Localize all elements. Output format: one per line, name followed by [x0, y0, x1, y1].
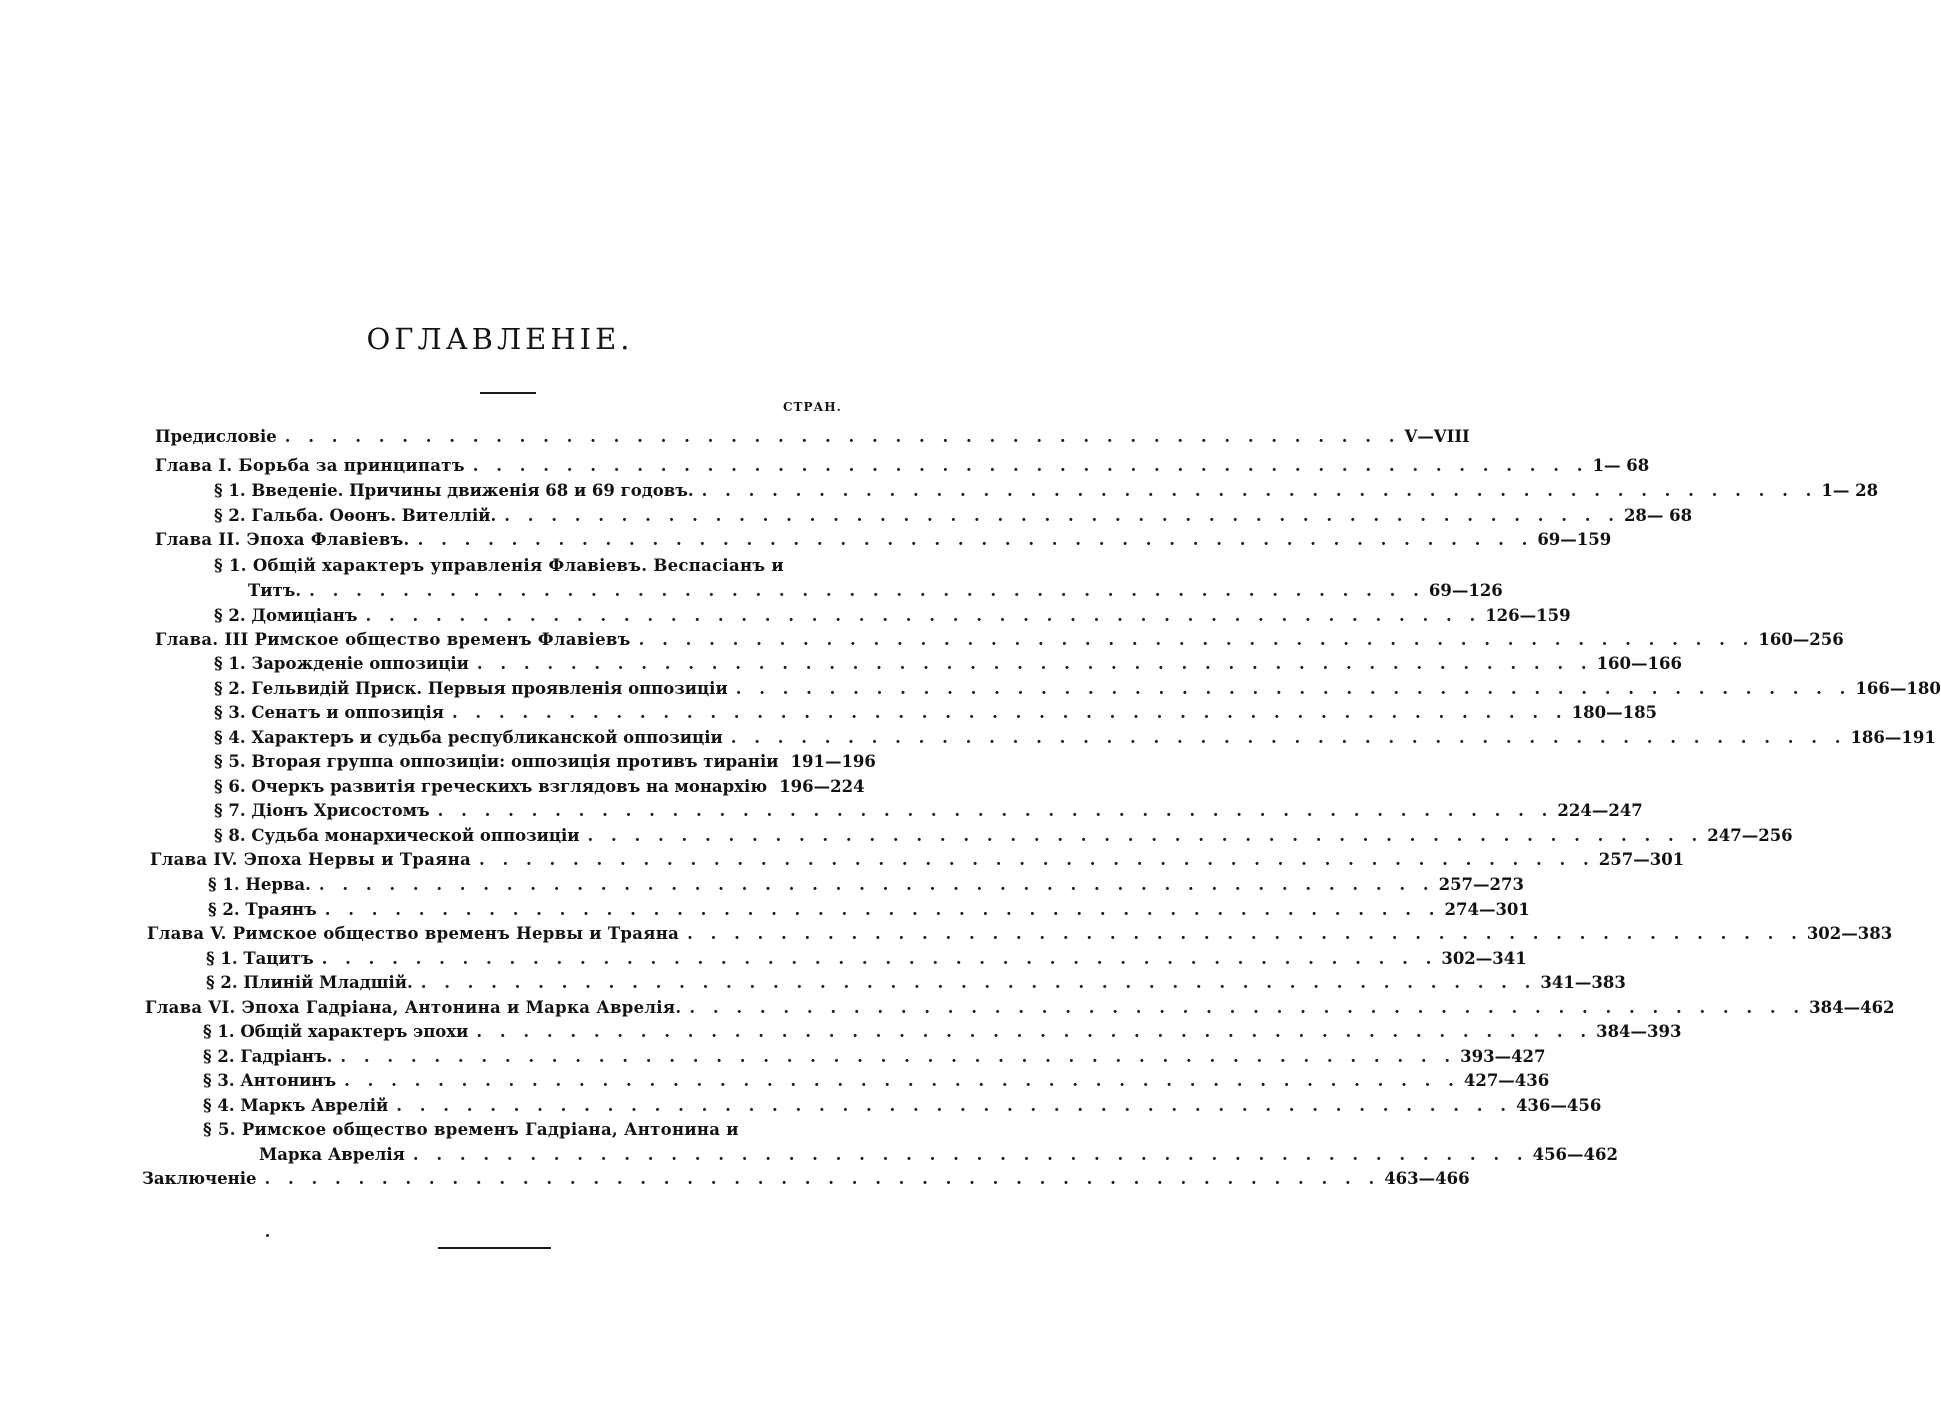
toc-entry-chapter-6	[145, 996, 1895, 1020]
entry-pages: 186—191	[1850, 728, 1936, 747]
entry-title: § 2. Гельвидій Приск. Первыя проявленія оппозиціи	[214, 679, 728, 698]
closing-divider	[438, 1247, 551, 1249]
entry-pages: 456—462	[1532, 1145, 1618, 1164]
dot-leader: . . . . . . . . . . . . . . . . . . . . . . . . . . . . . . . . . . . . . . . . . . . . . . . .	[472, 456, 1589, 475]
toc-entry-section	[214, 701, 1658, 725]
dot-leader: . . . . . . . . . . . . . . . . . . . . . . . . . . . . . . . . . . . . . . . . . . . . . . . .	[284, 427, 1401, 446]
dot-leader: . . . . . . . . . . . . . . . . . . . . . . . . . . . . . . . . . . . . . . . . . . . . . . . .	[701, 481, 1818, 500]
toc-entry-section	[214, 604, 1571, 628]
entry-title: § 2. Гальба. Оѳонъ. Вителлій.	[214, 506, 497, 525]
toc-entry-chapter-1	[155, 454, 1650, 478]
entry-title: § 2. Гадріанъ.	[203, 1047, 333, 1066]
dot-leader: . . . . . . . . . . . . . . . . . . . . . . . . . . . . . . . . . . . . . . . . . . . . . . . .	[309, 581, 1425, 600]
entry-title: § 8. Судьба монархической оппозиціи	[214, 826, 580, 845]
entry-title: § 1. Зарожденіе оппозиціи	[214, 654, 469, 673]
dot-leader: . . . . . . . . . . . . . . . . . . . . . . . . . . . . . . . . . . . . . . . . . . . . . . . .	[476, 1022, 1593, 1041]
toc-entry-section	[214, 652, 1682, 676]
toc-entry-section	[214, 775, 865, 799]
toc-entry-chapter-5	[147, 922, 1893, 946]
dot-leader: . . . . . . . . . . . . . . . . . . . . . . . . . . . . . . . . . . . . . . . . . . . . . . . .	[437, 801, 1554, 820]
dot-leader: . . . . . . . . . . . . . . . . . . . . . . . . . . . . . . . . . . . . . . . . . . . . . . . .	[451, 703, 1568, 722]
toc-entry-chapter-3	[155, 628, 1844, 652]
entry-pages: 28— 68	[1623, 506, 1693, 525]
dot-leader: . . . . . . . . . . . . . . . . . . . . . . . . . . . . . . . . . . . . . . . . . . . . . . . .	[504, 506, 1620, 525]
entry-pages: 69—159	[1537, 530, 1612, 549]
entry-title: § 1. Тацитъ	[206, 949, 314, 968]
dot-leader: . . . . . . . . . . . . . . . . . . . . . . . . . . . . . . . . . . . . . . . . . . . . . . . .	[340, 1047, 1457, 1066]
entry-pages: 160—166	[1596, 654, 1682, 673]
entry-title: Глава VI. Эпоха Гадріана, Антонина и Марка Аврелія.	[145, 998, 682, 1017]
entry-pages: 196—224	[779, 777, 865, 796]
dot-leader: . . . . . . . . . . . . . . . . . . . . . . . . . . . . . . . . . . . . . . . . . . . . . . . .	[420, 973, 1537, 992]
entry-pages: 1— 68	[1592, 456, 1650, 475]
toc-entry-section	[214, 750, 876, 774]
dot-leader: . . . . . . . . . . . . . . . . . . . . . . . . . . . . . . . . . . . . . . . . . . . . . . . .	[318, 875, 1435, 894]
entry-pages: 436—456	[1515, 1096, 1602, 1115]
toc-entry-section	[214, 479, 1879, 503]
dot-leader: . . . . . . . . . . . . . . . . . . . . . . . . . . . . . . . . . . . . . . . . . . . . . . . .	[321, 949, 1438, 968]
toc-entry-section	[203, 1094, 1602, 1118]
dot-leader: . . . . . . . . . . . . . . . . . . . . . . . . . . . . . . . . . . . . . . . . . . . . . . . .	[687, 924, 1803, 943]
dot-leader: . . . . . . . . . . . . . . . . . . . . . . . . . . . . . . . . . . . . . . . . . . . . . . . .	[344, 1071, 1460, 1090]
entry-pages: 274—301	[1444, 900, 1530, 919]
print-speck	[266, 1234, 269, 1237]
entry-pages: 180—185	[1571, 703, 1658, 722]
entry-pages: 166—180	[1855, 679, 1941, 698]
page-column-header: СТРАН.	[783, 400, 842, 414]
dot-leader: . . . . . . . . . . . . . . . . . . . . . . . . . . . . . . . . . . . . . . . . . . . . . . . .	[730, 728, 1847, 747]
entry-title: § 1. Общій характеръ управленія Флавіевъ. Веспасіанъ и	[214, 556, 784, 575]
entry-title: § 4. Маркъ Аврелій	[203, 1096, 389, 1115]
entry-pages: 427—436	[1463, 1071, 1550, 1090]
entry-title: § 1. Введеніе. Причины движенія 68 и 69 годовъ.	[214, 481, 694, 500]
entry-title: Глава IV. Эпоха Нервы и Траяна	[150, 850, 472, 869]
dot-leader: . . . . . . . . . . . . . . . . . . . . . . . . . . . . . . . . . . . . . . . . . . . . . . . .	[479, 850, 1595, 869]
toc-entry-section	[214, 726, 1936, 750]
dot-leader: . . . . . . . . . . . . . . . . . . . . . . . . . . . . . . . . . . . . . . . . . . . . . . . .	[638, 630, 1755, 649]
entry-title: § 3. Антонинъ	[203, 1071, 337, 1090]
entry-pages: 191—196	[790, 752, 876, 771]
dot-leader: . . . . . . . . . . . . . . . . . . . . . . . . . . . . . . . . . . . . . . . . . . . . . . . .	[735, 679, 1852, 698]
entry-title: § 2. Домиціанъ	[214, 606, 358, 625]
dot-leader: . . . . . . . . . . . . . . . . . . . . . . . . . . . . . . . . . . . . . . . . . . . . . . . .	[396, 1096, 1512, 1115]
toc-entry-section	[203, 1020, 1682, 1044]
dot-leader: . . . . . . . . . . . . . . . . . . . . . . . . . . . . . . . . . . . . . . . . . . . . . . . .	[365, 606, 1482, 625]
entry-pages: 384—393	[1596, 1022, 1682, 1041]
entry-title: § 3. Сенатъ и оппозиція	[214, 703, 444, 722]
toc-entry-section	[208, 898, 1530, 922]
dot-leader: . . . . . . . . . . . . . . . . . . . . . . . . . . . . . . . . . . . . . . . . . . . . . . . .	[412, 1145, 1529, 1164]
entry-title: Глава II. Эпоха Флавіевъ.	[155, 530, 410, 549]
toc-entry-section	[208, 873, 1524, 897]
entry-pages: 393—427	[1460, 1047, 1546, 1066]
toc-entry-chapter-2	[155, 528, 1612, 552]
entry-pages: 224—247	[1557, 801, 1643, 820]
toc-entry-conclusion	[142, 1167, 1470, 1191]
toc-entry-section	[206, 947, 1527, 971]
entry-pages: 257—301	[1598, 850, 1685, 869]
toc-entry-section	[214, 824, 1793, 848]
toc-entry-section	[203, 1118, 850, 1142]
toc-entry-section	[203, 1069, 1550, 1093]
entry-pages: 302—383	[1806, 924, 1893, 943]
dot-leader: . . . . . . . . . . . . . . . . . . . . . . . . . . . . . . . . . . . . . . . . . . . . . . . .	[476, 654, 1593, 673]
toc-entry-section	[214, 554, 861, 578]
dot-leader: . . . . . . . . . . . . . . . . . . . . . . . . . . . . . . . . . . . . . . . . . . . . . . . .	[417, 530, 1534, 549]
dot-leader: . . . . . . . . . . . . . . . . . . . . . . . . . . . . . . . . . . . . . . . . . . . . . . . .	[587, 826, 1704, 845]
entry-pages: 160—256	[1758, 630, 1844, 649]
entry-title: Глава I. Борьба за принципатъ	[155, 456, 465, 475]
entry-pages: 384—462	[1809, 998, 1895, 1017]
entry-pages: 341—383	[1540, 973, 1626, 992]
entry-title: § 5. Вторая группа оппозиціи: оппозиція противъ тираніи	[214, 752, 779, 771]
toc-entry-chapter-4	[150, 848, 1685, 872]
entry-title: § 1. Нерва.	[208, 875, 311, 894]
entry-title: Глава. III Римское общество временъ Флавіевъ	[155, 630, 631, 649]
page-title: ОГЛАВЛЕНІЕ.	[366, 322, 634, 356]
entry-pages: 247—256	[1707, 826, 1793, 845]
dot-leader: . . . . . . . . . . . . . . . . . . . . . . . . . . . . . . . . . . . . . . . . . . . . . . . .	[264, 1169, 1381, 1188]
entry-title: § 6. Очеркъ развитія греческихъ взглядовъ на монархію	[214, 777, 768, 796]
entry-title: Глава V. Римское общество временъ Нервы и Траяна	[147, 924, 680, 943]
entry-pages: 1— 28	[1821, 481, 1879, 500]
entry-pages: 69—126	[1428, 581, 1503, 600]
toc-entry-section	[214, 504, 1693, 528]
entry-pages: 257—273	[1438, 875, 1524, 894]
entry-title: § 5. Римское общество временъ Гадріана, Антонина и	[203, 1120, 739, 1139]
dot-leader: . . . . . . . . . . . . . . . . . . . . . . . . . . . . . . . . . . . . . . . . . . . . . . . .	[324, 900, 1441, 919]
toc-entry-section-continuation	[248, 579, 1503, 603]
entry-title: Титъ.	[248, 581, 302, 600]
entry-title: § 2. Траянъ	[208, 900, 317, 919]
toc-entry-section-continuation	[259, 1143, 1618, 1167]
toc-entry-section	[206, 971, 1626, 995]
entry-title: § 2. Плиній Младшій.	[206, 973, 413, 992]
toc-entry-preface	[155, 425, 1470, 449]
entry-pages: 302—341	[1441, 949, 1527, 968]
entry-title: Заключеніе	[142, 1169, 257, 1188]
entry-title: Предисловіе	[155, 427, 277, 446]
toc-entry-section	[203, 1045, 1546, 1069]
entry-title: § 1. Общій характеръ эпохи	[203, 1022, 469, 1041]
entry-pages: V—VIII	[1404, 427, 1470, 446]
entry-title: § 4. Характеръ и судьба республиканской оппозиціи	[214, 728, 723, 747]
toc-entry-section	[214, 677, 1941, 701]
toc-entry-section	[214, 799, 1643, 823]
entry-pages: 126—159	[1485, 606, 1571, 625]
entry-title: § 7. Діонъ Хрисостомъ	[214, 801, 430, 820]
dot-leader: . . . . . . . . . . . . . . . . . . . . . . . . . . . . . . . . . . . . . . . . . . . . . . . .	[689, 998, 1806, 1017]
entry-pages: 463—466	[1384, 1169, 1470, 1188]
entry-title: Марка Аврелія	[259, 1145, 405, 1164]
